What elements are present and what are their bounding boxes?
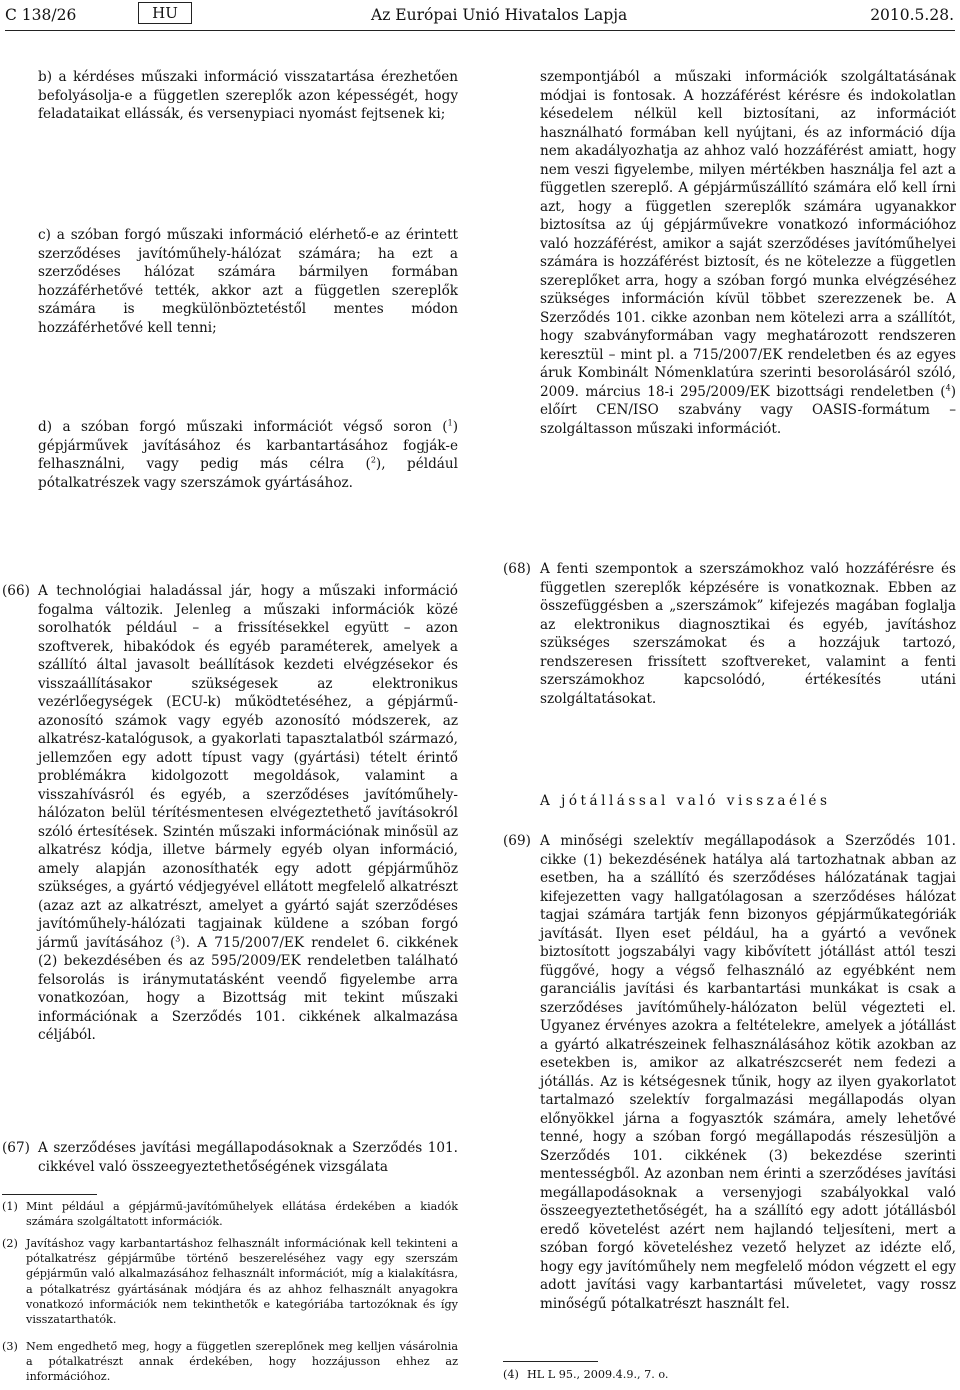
footnote-text: HL L 95., 2009.4.9., 7. o. — [527, 1368, 669, 1381]
paragraph-67 — [2, 1139, 458, 1179]
paragraph-number: (67) — [2, 1140, 30, 1156]
criterion-b — [38, 68, 458, 124]
criterion-b-text: b) a kérdéses műszaki információ visszatartása érezhetően befolyásolja-e a független szereplők azon képességét, hogy feladataikat ellássák, és versenypiaci nyomást fejtsenek ki; — [38, 69, 458, 122]
paragraph-number: (69) — [503, 833, 531, 849]
footnote-number: (3) — [2, 1340, 18, 1353]
criterion-d — [38, 418, 458, 492]
page-reference: C 138/26 — [5, 6, 77, 24]
footnote-rule — [503, 1361, 598, 1362]
footnote-number: (1) — [2, 1200, 18, 1213]
right-top-paragraph — [540, 68, 956, 438]
footnote-ref-3[interactable]: 3 — [175, 933, 181, 943]
paragraph-66 — [2, 582, 458, 1062]
page-header — [0, 0, 960, 30]
paragraph-68-text: A fenti szempontok a szerszámokhoz való hozzáférésre és független szereplők képzésére is vonatkoznak. Ebben az összefüggésben a „szerszámok” kifejezés magában foglalja az elektronikus diagnosztikai és egyéb, javításhoz szükséges szerszámokat és a hozzájuk tartozó, rendszeresen frissített szoftvereket, valamint a fenti szerszámokhoz kapcsolódó, értékesítés utáni szolgáltatásokat. — [540, 561, 956, 707]
footnote-4 — [503, 1367, 956, 1385]
footnote-3 — [2, 1339, 458, 1387]
language-badge: HU — [138, 2, 192, 24]
footnote-number: (4) — [503, 1368, 519, 1381]
footnote-rule — [2, 1194, 97, 1195]
footnote-ref-2[interactable]: 2 — [370, 455, 376, 465]
publication-date: 2010.5.28. — [870, 6, 954, 24]
footnote-2 — [2, 1236, 458, 1336]
paragraph-number: (66) — [2, 583, 30, 599]
paragraph-69-text: A minőségi szelektív megállapodások a Szerződés 101. cikke (1) bekezdésének hatálya alá tartozhatnak abban az esetben, ha a szállító és szerződéses hálózatának tagjai kifejezetten vagy hallgatólagosan a szerződéses hálózat tagjai számára tartják fenn bizonyos gépjárműkategóriák javítását. Ilyen eset például, ha a gyártó a vevőnek biztosított jogszabályi vagy kibővített jótállást attól teszi függővé, hogy a végső felhasználó az egyébként nem garanciális javítási és karbantartási munkákat is csak a szerződéses javítóműhely-hálózaton belül végezteti el. Ugyanez érvényes azokra a feltételekre, amelyek a jótállást a gyártó alkatrészeinek felhasználásához kötik azokban az esetekben is, amikor az alkatrészcserét nem fedezi a jótállás. Az is kétségesnek tűnik, hogy az ilyen gyakorlatot tartalmazó szelektív forgalmazási megállapodás olyan előnyökkel járna a fogyasztók számára, amely lehetővé tenné, hogy a szóban forgó megállapodás részesüljön a Szerződés 101. cikkének (3) bekezdése szerinti mentességből. Az azonban nem érinti a szerződéses javítási megállapodásoknak a versenyjogi szabályokkal való összeegyeztethetőségét, ha a szállító egy adott jótállásból eredő követelést azért nem hajlandó teljesíteni, mert a szóban forgó követeléshez vezető helyzet az idézte elő, hogy egy javítóműhely nem megfelelő módon végzett el egy adott javítási vagy karbantartási műveletet, vagy rossz minőségű pótalkatrészt használt fel. — [540, 833, 956, 1312]
paragraph-67-text: A szerződéses javítási megállapodásoknak a Szerződés 101. cikkével való összeegyeztethetőségének vizsgálata — [38, 1140, 458, 1175]
footnote-text: Nem engedhető meg, hogy a független szereplőnek meg kelljen vásárolnia a pótalkatrészt annak érdekében, hogy hozzájusson ehhez az információhoz. — [26, 1340, 458, 1384]
journal-title: Az Európai Unió Hivatalos Lapja — [371, 6, 628, 24]
footnote-text: Javításhoz vagy karbantartáshoz felhasznált információnak kell tekinteni a pótalkatrész gépjárműbe történő beszereléséhez vagy egy szerszám gépjárműn való alkalmazásához felhasznált információt, míg a kialakításra, a pótalkatrész gyártásának módjára és az ahhoz felhasznált anyagokra vonatkozó információk nem tekinthetők e kategóriába tartozóknak és így visszatarthatók. — [26, 1237, 458, 1327]
criterion-c-text: c) a szóban forgó műszaki információ elérhető-e az érintett szerződéses javítóműhely-hálózat számára; ha ezt a szerződéses hálózat számára bármilyen formában hozzáférhetővé tették, akkor azt a független szereplők számára is megkülönböztetéstől mentes módon hozzáférhetővé kell tenni; — [38, 227, 458, 336]
footnote-ref-1[interactable]: 1 — [447, 418, 453, 428]
footnote-1 — [2, 1199, 458, 1231]
paragraph-66-text: A technológiai haladással jár, hogy a műszaki információ fogalma változik. Jelenleg a műszaki információk közé sorolhatók például – a frissítésekkel együtt – azon szoftverek, hibakódok és egyéb paraméterek, amelyek a szállító által javasolt beállítások kezdeti elvégzésekor és visszaállításakor szükségesek az elektronikus vezérlőegységek (ECU-k) működtetéséhez, a gépjármű-azonosító számok vagy egyéb azonosító módszerek, az alkatrész-katalógusok, a gyakorlati tapasztalatból származó, jellemzően egy adott típust vagy (gyártási) tételt érintő problémákra kidolgozott megoldások, valamint a visszahívásról és egyéb, a szerződéses javítóműhely-hálózaton belül térítésmentesen elvégeztethető javításokról szóló értesítések. Szintén műszaki információnak minősül az alkatrész kódja, illetve bármely egyéb olyan információ, amely alapján azonosíthaték egy adott gépjárműhöz szükséges, a gyártó védjegyével ellátott megfelelő alkatrészt (azaz azt az alkatrészt, amelyet a gyártó saját szerződéses javítóműhely-hálózati tagjainak küldene a szóban forgó jármű javításához ($^3$). A 715/2007/EK rendelet 6. cikkének (2) bekezdésében és az 595/2009/EK rendeletben található felsorolás is iránymutatásként veendő figyelembe arra vonatkozóan, hogy a Bizottság mit tekint műszaki információnak a Szerződés 101. cikkének alkalmazása céljából. — [38, 583, 458, 1043]
right-top-text: szempontjából a műszaki információk szolgáltatásának módjai is fontosak. A hozzáférést kérésre és indokolatlan késedelem nélkül kell biztosítani, az információt használható formában kell nyújtani, és az információ díja nem akadályozhatja az ahhoz való hozzáférést amiatt, hogy nem veszi figyelembe, milyen mértékben használja fel azt a független szereplő. A gépjárműszállító számára elő kell írni azt, hogy a független szereplők számára ugyanakkor biztosítsa az új gépjárművekre vonatkozó információhoz való hozzáférést, amikor a saját szerződéses javítóműhelyei számára is hozzáférést biztosít, és ne kötelezze a független szereplőket arra, hogy a szóban forgó munka elvégzéséhez szükséges információn kívül többet szerezzenek be. A Szerződés 101. cikke azonban nem kötelezi arra a szállítót, hogy szabványformában vagy meghatározott rendszeren keresztül – mint pl. a 715/2007/EK rendeletben és az egyes áruk Kombinált Nómenklatúra szerinti besorolásáról szóló, 2009. március 18-i 295/2009/EK bizottsági rendeletben ($^4$) előírt CEN/ISO szabvány vagy OASIS-formátum – szolgáltasson műszaki információt. — [540, 69, 956, 437]
header-rule — [5, 30, 955, 31]
criterion-c — [38, 226, 458, 337]
footnote-number: (2) — [2, 1237, 18, 1250]
paragraph-68 — [503, 560, 956, 710]
paragraph-number: (68) — [503, 561, 531, 577]
criterion-d-text: d) a szóban forgó műszaki információt végső soron ($^1$) gépjárművek javításához és karbantartásához fogják-e felhasználni, vagy pedig más célra ($^2$), például pótalkatrészek vagy szerszámok gyártásához. — [38, 418, 458, 491]
footnote-ref-4[interactable]: 4 — [945, 382, 951, 392]
paragraph-69 — [503, 832, 956, 1352]
section-title: A jótállással való visszaélés — [540, 793, 831, 809]
footnote-text: Mint például a gépjármű-javítóműhelyek ellátása érdekében a kiadók számára szolgáltatott információk. — [26, 1200, 458, 1229]
